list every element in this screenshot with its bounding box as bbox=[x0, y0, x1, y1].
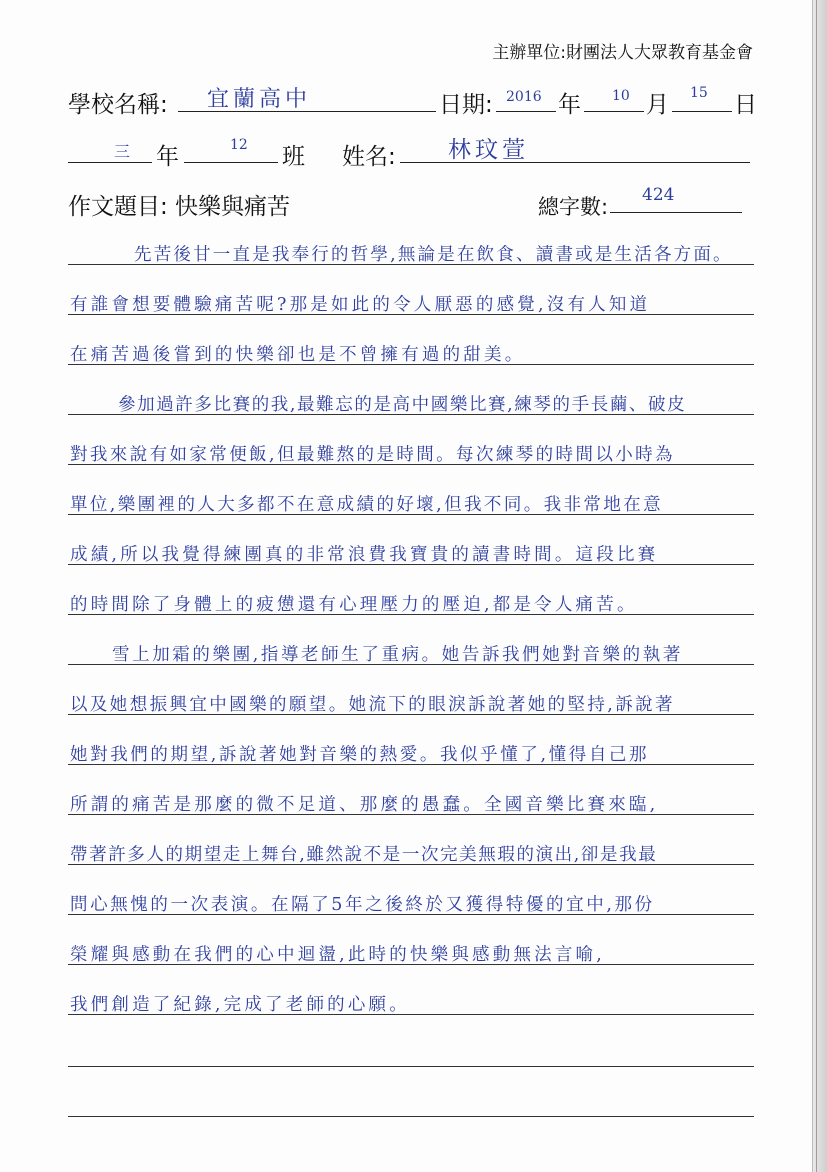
essay-line: 榮耀與感動在我們的心中迴盪,此時的快樂與感動無法言喻, bbox=[70, 945, 606, 965]
essay-line: 以及她想振興宜中國樂的願望。她流下的眼淚訴說著她的堅持,訴說著 bbox=[70, 695, 675, 715]
class-field[interactable] bbox=[184, 162, 278, 163]
grade-label: 年 bbox=[156, 144, 179, 170]
date-label: 日期: bbox=[439, 92, 493, 118]
essay-line: 帶著許多人的期望走上舞台,雖然說不是一次完美無瑕的演出,卻是我最 bbox=[70, 845, 658, 865]
wordcount-label: 總字數: bbox=[538, 195, 609, 219]
ruled-line bbox=[68, 1116, 754, 1117]
ruled-line bbox=[68, 1066, 754, 1067]
grade-value: 三 bbox=[114, 142, 131, 161]
essay-line: 成績,所以我覺得練團真的非常浪費我寶貴的讀書時間。這段比賽 bbox=[70, 545, 659, 565]
year-label: 年 bbox=[558, 92, 581, 118]
month-value: 10 bbox=[612, 88, 630, 104]
class-value: 12 bbox=[230, 137, 248, 153]
essay-line: 的時間除了身體上的疲憊還有心理壓力的壓迫,都是令人痛苦。 bbox=[70, 595, 638, 615]
essay-line: 在痛苦過後嘗到的快樂卻也是不曾擁有過的甜美。 bbox=[70, 345, 526, 365]
wordcount-value: 424 bbox=[642, 185, 675, 205]
essay-line: 對我來說有如家常便飯,但最難熬的是時間。每次練琴的時間以小時為 bbox=[70, 445, 675, 465]
essay-line: 單位,樂團裡的人大多都不在意成績的好壞,但我不同。我非常地在意 bbox=[70, 495, 664, 515]
year-value: 2016 bbox=[506, 89, 542, 105]
essay-line: 雪上加霜的樂團,指導老師生了重病。她告訴我們她對音樂的執著 bbox=[112, 645, 683, 665]
essay-line: 她對我們的期望,訴說著她對音樂的熱愛。我似乎懂了,懂得自己那 bbox=[70, 745, 650, 765]
day-label: 日 bbox=[734, 92, 757, 118]
month-label: 月 bbox=[646, 92, 669, 118]
essay-line: 參加過許多比賽的我,最難忘的是高中國樂比賽,練琴的手長繭、破皮 bbox=[118, 395, 687, 415]
school-label: 學校名稱: bbox=[68, 92, 168, 118]
class-label: 班 bbox=[282, 144, 305, 170]
topic-label: 作文題目: 快樂與痛苦 bbox=[68, 194, 291, 220]
day-value: 15 bbox=[690, 85, 708, 101]
essay-line: 有誰會想要體驗痛苦呢?那是如此的令人厭惡的感覺,沒有人知道 bbox=[70, 295, 651, 315]
day-field[interactable] bbox=[672, 111, 732, 112]
scan-page-edge bbox=[812, 0, 827, 1172]
essay-line: 先苦後甘一直是我奉行的哲學,無論是在飲食、讀書或是生活各方面。 bbox=[134, 245, 733, 265]
essay-line: 我們創造了紀錄,完成了老師的心願。 bbox=[70, 995, 410, 1015]
grade-field[interactable] bbox=[68, 162, 152, 163]
organizer-text: 主辦單位:財團法人大眾教育基金會 bbox=[492, 43, 753, 63]
month-field[interactable] bbox=[584, 111, 644, 112]
name-label: 姓名: bbox=[342, 144, 396, 170]
essay-line: 問心無愧的一次表演。在隔了5年之後終於又獲得特優的宜中,那份 bbox=[70, 895, 655, 915]
name-value: 林玟萱 bbox=[448, 137, 529, 163]
essay-line: 所謂的痛苦是那麼的微不足道、那麼的愚蠢。全國音樂比賽來臨, bbox=[70, 795, 659, 815]
year-field[interactable] bbox=[496, 111, 556, 112]
school-value: 宜蘭高中 bbox=[207, 87, 312, 112]
wordcount-field[interactable] bbox=[610, 212, 742, 213]
